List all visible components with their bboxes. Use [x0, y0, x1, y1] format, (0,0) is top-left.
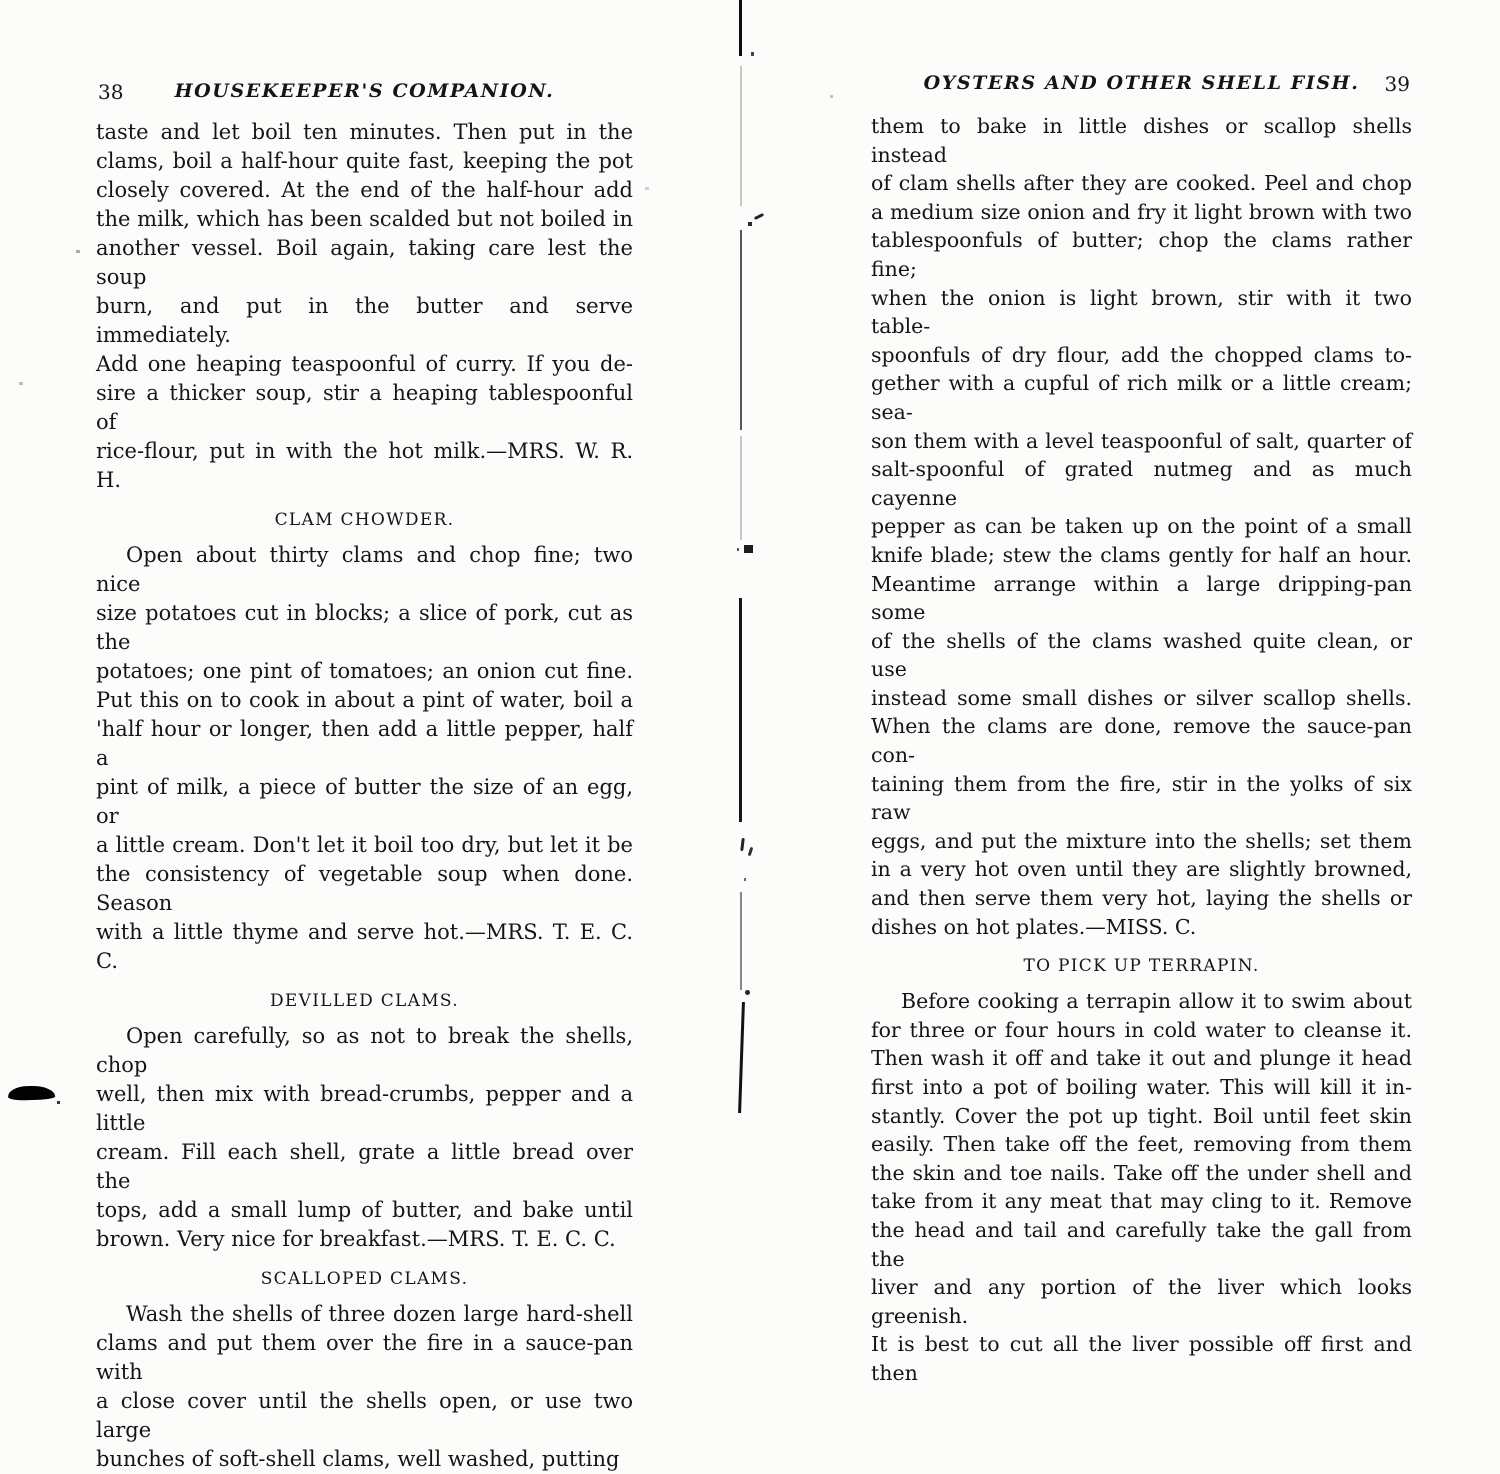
- text-line: well, then mix with bread-crumbs, pepper and a little: [96, 1082, 633, 1135]
- gutter-line-segment: [739, 598, 742, 822]
- text-line: Meantime arrange within a large dripping-pan some: [871, 571, 1412, 625]
- gutter-line-segment: [740, 436, 742, 540]
- text-line: a close cover until the shells open, or use two large: [96, 1389, 633, 1442]
- text-line: in a very hot oven until they are slightly browned,: [871, 857, 1412, 882]
- text-line: liver and any portion of the liver which looks greenish.: [871, 1275, 1412, 1328]
- text-line: clams and put them over the fire in a sauce-pan with: [96, 1331, 633, 1384]
- gutter-line-segment: [740, 230, 742, 430]
- page-header-right: [871, 72, 1412, 98]
- paragraph: [96, 541, 633, 976]
- text-line: rice-flour, put in with the hot milk.—MRS. W. R. H.: [96, 439, 633, 492]
- text-line: Wash the shells of three dozen large hard-shell: [126, 1302, 633, 1326]
- text-line: burn, and put in the butter and serve immediately.: [96, 294, 633, 347]
- text-line: closely covered. At the end of the half-hour add: [96, 178, 633, 202]
- scan-speck: [19, 382, 23, 385]
- text-line: and then serve them very hot, laying the shells or: [871, 886, 1412, 911]
- text-line: It is best to cut all the liver possible off first and then: [871, 1332, 1412, 1385]
- scan-speck: [744, 878, 746, 881]
- text-line: with a little thyme and serve hot.—MRS. T. E. C. C.: [96, 920, 633, 973]
- text-line: them to bake in little dishes or scallop shells instead: [871, 114, 1412, 167]
- gutter-line-segment: [738, 1002, 745, 1113]
- text-line: spoonfuls of dry flour, add the chopped clams to-: [871, 342, 1412, 367]
- running-head-left: HOUSEKEEPER'S COMPANION.: [174, 80, 555, 102]
- text-line: gether with a cupful of rich milk or a little cream; sea-: [871, 371, 1412, 424]
- text-line: son them with a level teaspoonful of salt, quarter of: [871, 428, 1412, 453]
- scan-speck: [748, 222, 752, 226]
- text-line: a medium size onion and fry it light brown with two: [871, 199, 1412, 224]
- paragraph: [96, 1300, 633, 1474]
- paragraph: [871, 112, 1412, 941]
- text-line: the milk, which has been scalded but not boiled in: [96, 207, 633, 231]
- page-header-left: [96, 80, 633, 106]
- text-line: salt-spoonful of grated nutmeg and as much cayenne: [871, 457, 1412, 510]
- text-line: the head and tail and carefully take the gall from the: [871, 1217, 1412, 1271]
- text-line: 'half hour or longer, then add a little pepper, half a: [96, 717, 633, 770]
- text-line: dishes on hot plates.—MISS. C.: [871, 914, 1197, 939]
- text-line: tops, add a small lump of butter, and bake until: [96, 1198, 633, 1222]
- page-body-left: [96, 118, 633, 1474]
- text-line: the consistency of vegetable soup when done. Season: [96, 862, 633, 915]
- text-line: size potatoes cut in blocks; a slice of pork, cut as the: [96, 601, 633, 654]
- text-line: another vessel. Boil again, taking care lest the soup: [96, 236, 633, 289]
- book-page-right: [871, 72, 1412, 1388]
- text-line: eggs, and put the mixture into the shells; set them: [871, 828, 1412, 853]
- text-line: Add one heaping teaspoonful of curry. If you de-: [96, 352, 633, 376]
- scan-speck: [645, 187, 649, 190]
- text-line: bunches of soft-shell clams, well washed, putting: [96, 1447, 620, 1471]
- scan-speck: [57, 1101, 60, 1104]
- recipe-heading: SCALLOPED CLAMS.: [260, 1269, 469, 1289]
- ink-blob: [8, 1085, 55, 1101]
- text-line: potatoes; one pint of tomatoes; an onion cut fine.: [96, 659, 633, 683]
- text-line: Put this on to cook in about a pint of water, boil a: [96, 688, 633, 712]
- text-line: tablespoonfuls of butter; chop the clams rather fine;: [871, 228, 1412, 281]
- text-line: of clam shells after they are cooked. Peel and chop: [871, 171, 1412, 196]
- text-line: knife blade; stew the clams gently for half an hour.: [871, 542, 1412, 567]
- scan-speck: [754, 213, 764, 220]
- text-line: first into a pot of boiling water. This will kill it in-: [871, 1075, 1412, 1099]
- text-line: a little cream. Don't let it boil too dry, but let it be: [96, 833, 633, 857]
- text-line: clams, boil a half-hour quite fast, keeping the pot: [96, 149, 633, 173]
- text-line: taining them from the fire, stir in the yolks of six raw: [871, 771, 1412, 825]
- gutter-line-segment: [740, 892, 742, 990]
- paragraph: [96, 118, 633, 495]
- recipe-heading: TO PICK UP TERRAPIN.: [1023, 956, 1260, 977]
- text-line: pint of milk, a piece of butter the size of an egg, or: [96, 775, 633, 828]
- scan-speck: [744, 545, 753, 553]
- page-number-right: 39: [1384, 72, 1410, 96]
- recipe-heading: DEVILLED CLAMS.: [270, 991, 459, 1011]
- text-line: When the clams are done, remove the sauce-pan con-: [871, 714, 1412, 768]
- text-line: easily. Then take off the feet, removing from them: [871, 1132, 1412, 1157]
- text-line: pepper as can be taken up on the point of a small: [871, 514, 1412, 539]
- scan-speck: [751, 52, 754, 56]
- text-line: cream. Fill each shell, grate a little bread over the: [96, 1140, 633, 1193]
- scan-speck: [740, 838, 745, 851]
- text-line: Open carefully, so as not to break the shells, chop: [96, 1024, 633, 1077]
- text-line: take from it any meat that may cling to it. Remove: [871, 1189, 1412, 1214]
- text-line: sire a thicker soup, stir a heaping tablespoonful of: [96, 381, 633, 434]
- text-line: the skin and toe nails. Take off the under shell and: [871, 1160, 1412, 1185]
- text-line: taste and let boil ten minutes. Then put in the: [96, 120, 633, 144]
- page-body-right: [871, 112, 1412, 1388]
- scan-speck: [76, 250, 80, 253]
- text-line: Then wash it off and take it out and plunge it head: [871, 1046, 1412, 1071]
- running-head-right: OYSTERS AND OTHER SHELL FISH.: [923, 72, 1360, 94]
- recipe-heading: CLAM CHOWDER.: [274, 510, 455, 530]
- paragraph: [871, 987, 1412, 1387]
- page-number-left: 38: [98, 80, 124, 104]
- scan-speck: [830, 95, 833, 98]
- text-line: stantly. Cover the pot up tight. Boil until feet skin: [871, 1103, 1412, 1128]
- gutter-line-segment: [739, 0, 742, 56]
- text-line: Open about thirty clams and chop fine; two nice: [96, 543, 633, 596]
- text-line: of the shells of the clams washed quite clean, or use: [871, 628, 1412, 682]
- scan-speck: [748, 847, 754, 856]
- text-line: brown. Very nice for breakfast.—MRS. T. E. C. C.: [96, 1227, 616, 1251]
- text-line: instead some small dishes or silver scallop shells.: [871, 685, 1412, 710]
- gutter-line-segment: [740, 66, 742, 206]
- text-line: when the onion is light brown, stir with it two table-: [871, 285, 1412, 339]
- paragraph: [96, 1022, 633, 1254]
- scan-speck: [745, 990, 750, 995]
- text-line: for three or four hours in cold water to cleanse it.: [871, 1017, 1412, 1042]
- text-line: Before cooking a terrapin allow it to swim about: [901, 989, 1412, 1014]
- book-page-left: [96, 80, 633, 1474]
- scan-speck: [737, 548, 739, 551]
